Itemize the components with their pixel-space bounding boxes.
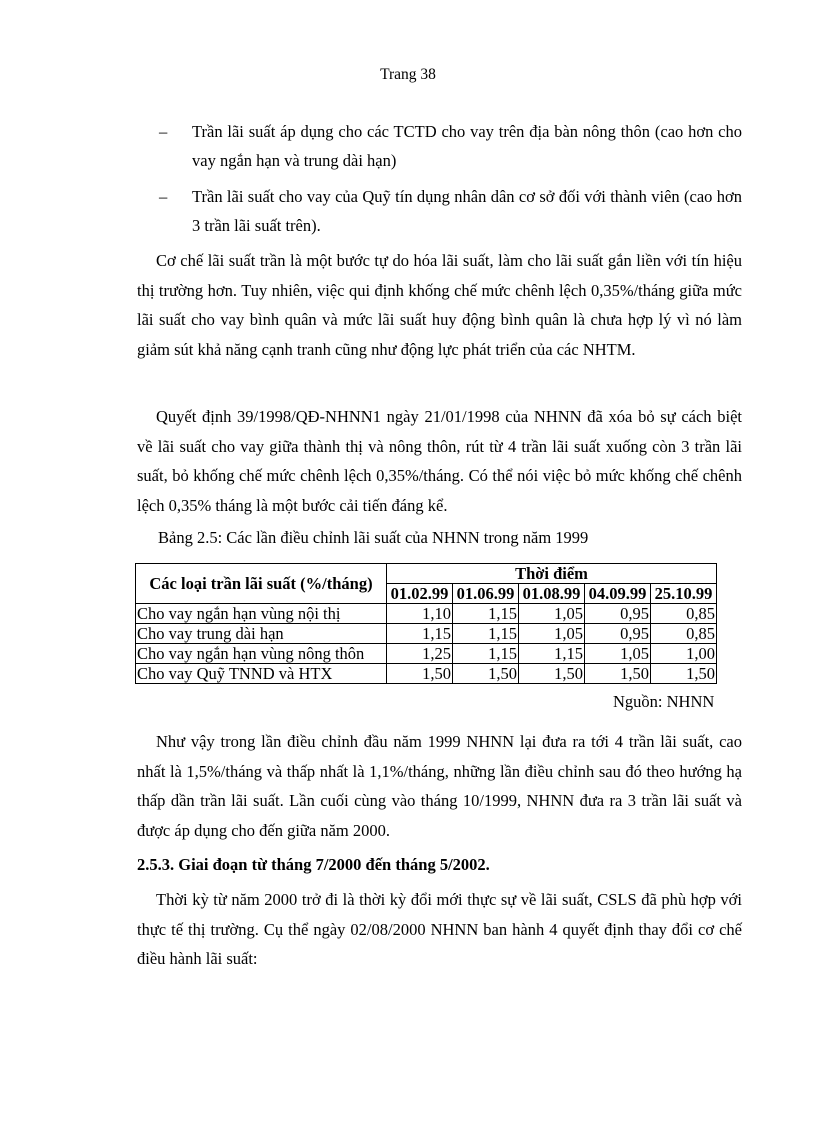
bullet-dash: – <box>159 187 168 206</box>
table-row <box>136 624 717 644</box>
date-header: 25.10.99 <box>651 584 717 604</box>
rate-cell: 1,50 <box>519 664 585 684</box>
rate-cell: 1,15 <box>453 604 519 624</box>
table-row <box>136 644 717 664</box>
rate-cell: 1,50 <box>453 664 519 684</box>
bullet-dash: – <box>159 122 168 141</box>
row-label: Cho vay trung dài hạn <box>136 624 387 644</box>
column-group-header: Thời điểm <box>387 564 717 584</box>
column-header-category: Các loại trần lãi suất (%/tháng) <box>136 564 387 604</box>
rate-cell: 1,15 <box>387 624 453 644</box>
rate-cell: 0,85 <box>651 604 717 624</box>
date-header: 04.09.99 <box>585 584 651 604</box>
rate-cell: 1,00 <box>651 644 717 664</box>
table-source: Nguồn: NHNN <box>613 692 715 711</box>
rate-cell: 1,15 <box>453 644 519 664</box>
rate-cell: 1,50 <box>585 664 651 684</box>
rate-cell: 1,10 <box>387 604 453 624</box>
bullet-item: Trần lãi suất áp dụng cho các TCTD cho vay trên địa bàn nông thôn (cao hơn cho vay ngắn hạn và trung dài hạn) <box>192 122 742 170</box>
rate-cell: 1,25 <box>387 644 453 664</box>
bullet-item: Trần lãi suất cho vay của Quỹ tín dụng nhân dân cơ sở đối với thành viên (cao hơn 3 trần lãi suất trên). <box>192 187 742 235</box>
date-header: 01.08.99 <box>519 584 585 604</box>
rate-cell: 0,95 <box>585 604 651 624</box>
paragraph: Như vậy trong lần điều chỉnh đầu năm 1999 NHNN lại đưa ra tới 4 trần lãi suất, cao nhất là 1,5%/tháng và thấp nhất là 1,1%/tháng, những lần điều chỉnh sau đó theo hướng hạ thấp dần trần lãi suất. Lần cuối cùng vào tháng 10/1999, NHNN đưa ra 3 trần lãi suất và được áp dụng cho đến giữa năm 2000. <box>137 732 742 840</box>
rate-cell: 1,50 <box>651 664 717 684</box>
paragraph: Thời kỳ từ năm 2000 trở đi là thời kỳ đổi mới thực sự về lãi suất, CSLS đã phù hợp với thực tế thị trường. Cụ thể ngày 02/08/2000 NHNN ban hành 4 quyết định thay đổi cơ chế điều hành lãi suất: <box>137 890 742 968</box>
section-heading: 2.5.3. Giai đoạn từ tháng 7/2000 đến tháng 5/2002. <box>137 855 490 874</box>
row-label: Cho vay ngắn hạn vùng nội thị <box>136 604 387 624</box>
rate-cell: 1,05 <box>585 644 651 664</box>
page-number: Trang 38 <box>380 66 436 83</box>
table-row <box>136 664 717 684</box>
interest-rate-table <box>135 563 717 684</box>
rate-cell: 1,15 <box>519 644 585 664</box>
rate-cell: 0,95 <box>585 624 651 644</box>
table-row <box>136 604 717 624</box>
row-label: Cho vay ngắn hạn vùng nông thôn <box>136 644 387 664</box>
rate-cell: 1,15 <box>453 624 519 644</box>
paragraph: Cơ chế lãi suất trần là một bước tự do hóa lãi suất, làm cho lãi suất gắn liền với tín hiệu thị trường hơn. Tuy nhiên, việc qui định khống chế mức chênh lệch 0,35%/tháng giữa mức lãi suất cho vay bình quân và mức lãi suất huy động bình quân là chưa hợp lý vì nó làm giảm sút khả năng cạnh tranh cũng như động lực phát triển của các NHTM. <box>137 251 742 359</box>
rate-cell: 1,05 <box>519 604 585 624</box>
date-header: 01.06.99 <box>453 584 519 604</box>
row-label: Cho vay Quỹ TNND và HTX <box>136 664 387 684</box>
date-header: 01.02.99 <box>387 584 453 604</box>
rate-cell: 0,85 <box>651 624 717 644</box>
paragraph: Quyết định 39/1998/QĐ-NHNN1 ngày 21/01/1998 của NHNN đã xóa bỏ sự cách biệt về lãi suất cho vay giữa thành thị và nông thôn, rút từ 4 trần lãi suất xuống còn 3 trần lãi suất, bỏ khống chế mức chênh lệch 0,35%/tháng. Có thể nói việc bỏ mức khống chế chênh lệch 0,35% tháng là một bước cải tiến đáng kể. <box>137 407 742 515</box>
rate-cell: 1,50 <box>387 664 453 684</box>
table-caption: Bảng 2.5: Các lần điều chỉnh lãi suất của NHNN trong năm 1999 <box>158 528 589 547</box>
rate-cell: 1,05 <box>519 624 585 644</box>
